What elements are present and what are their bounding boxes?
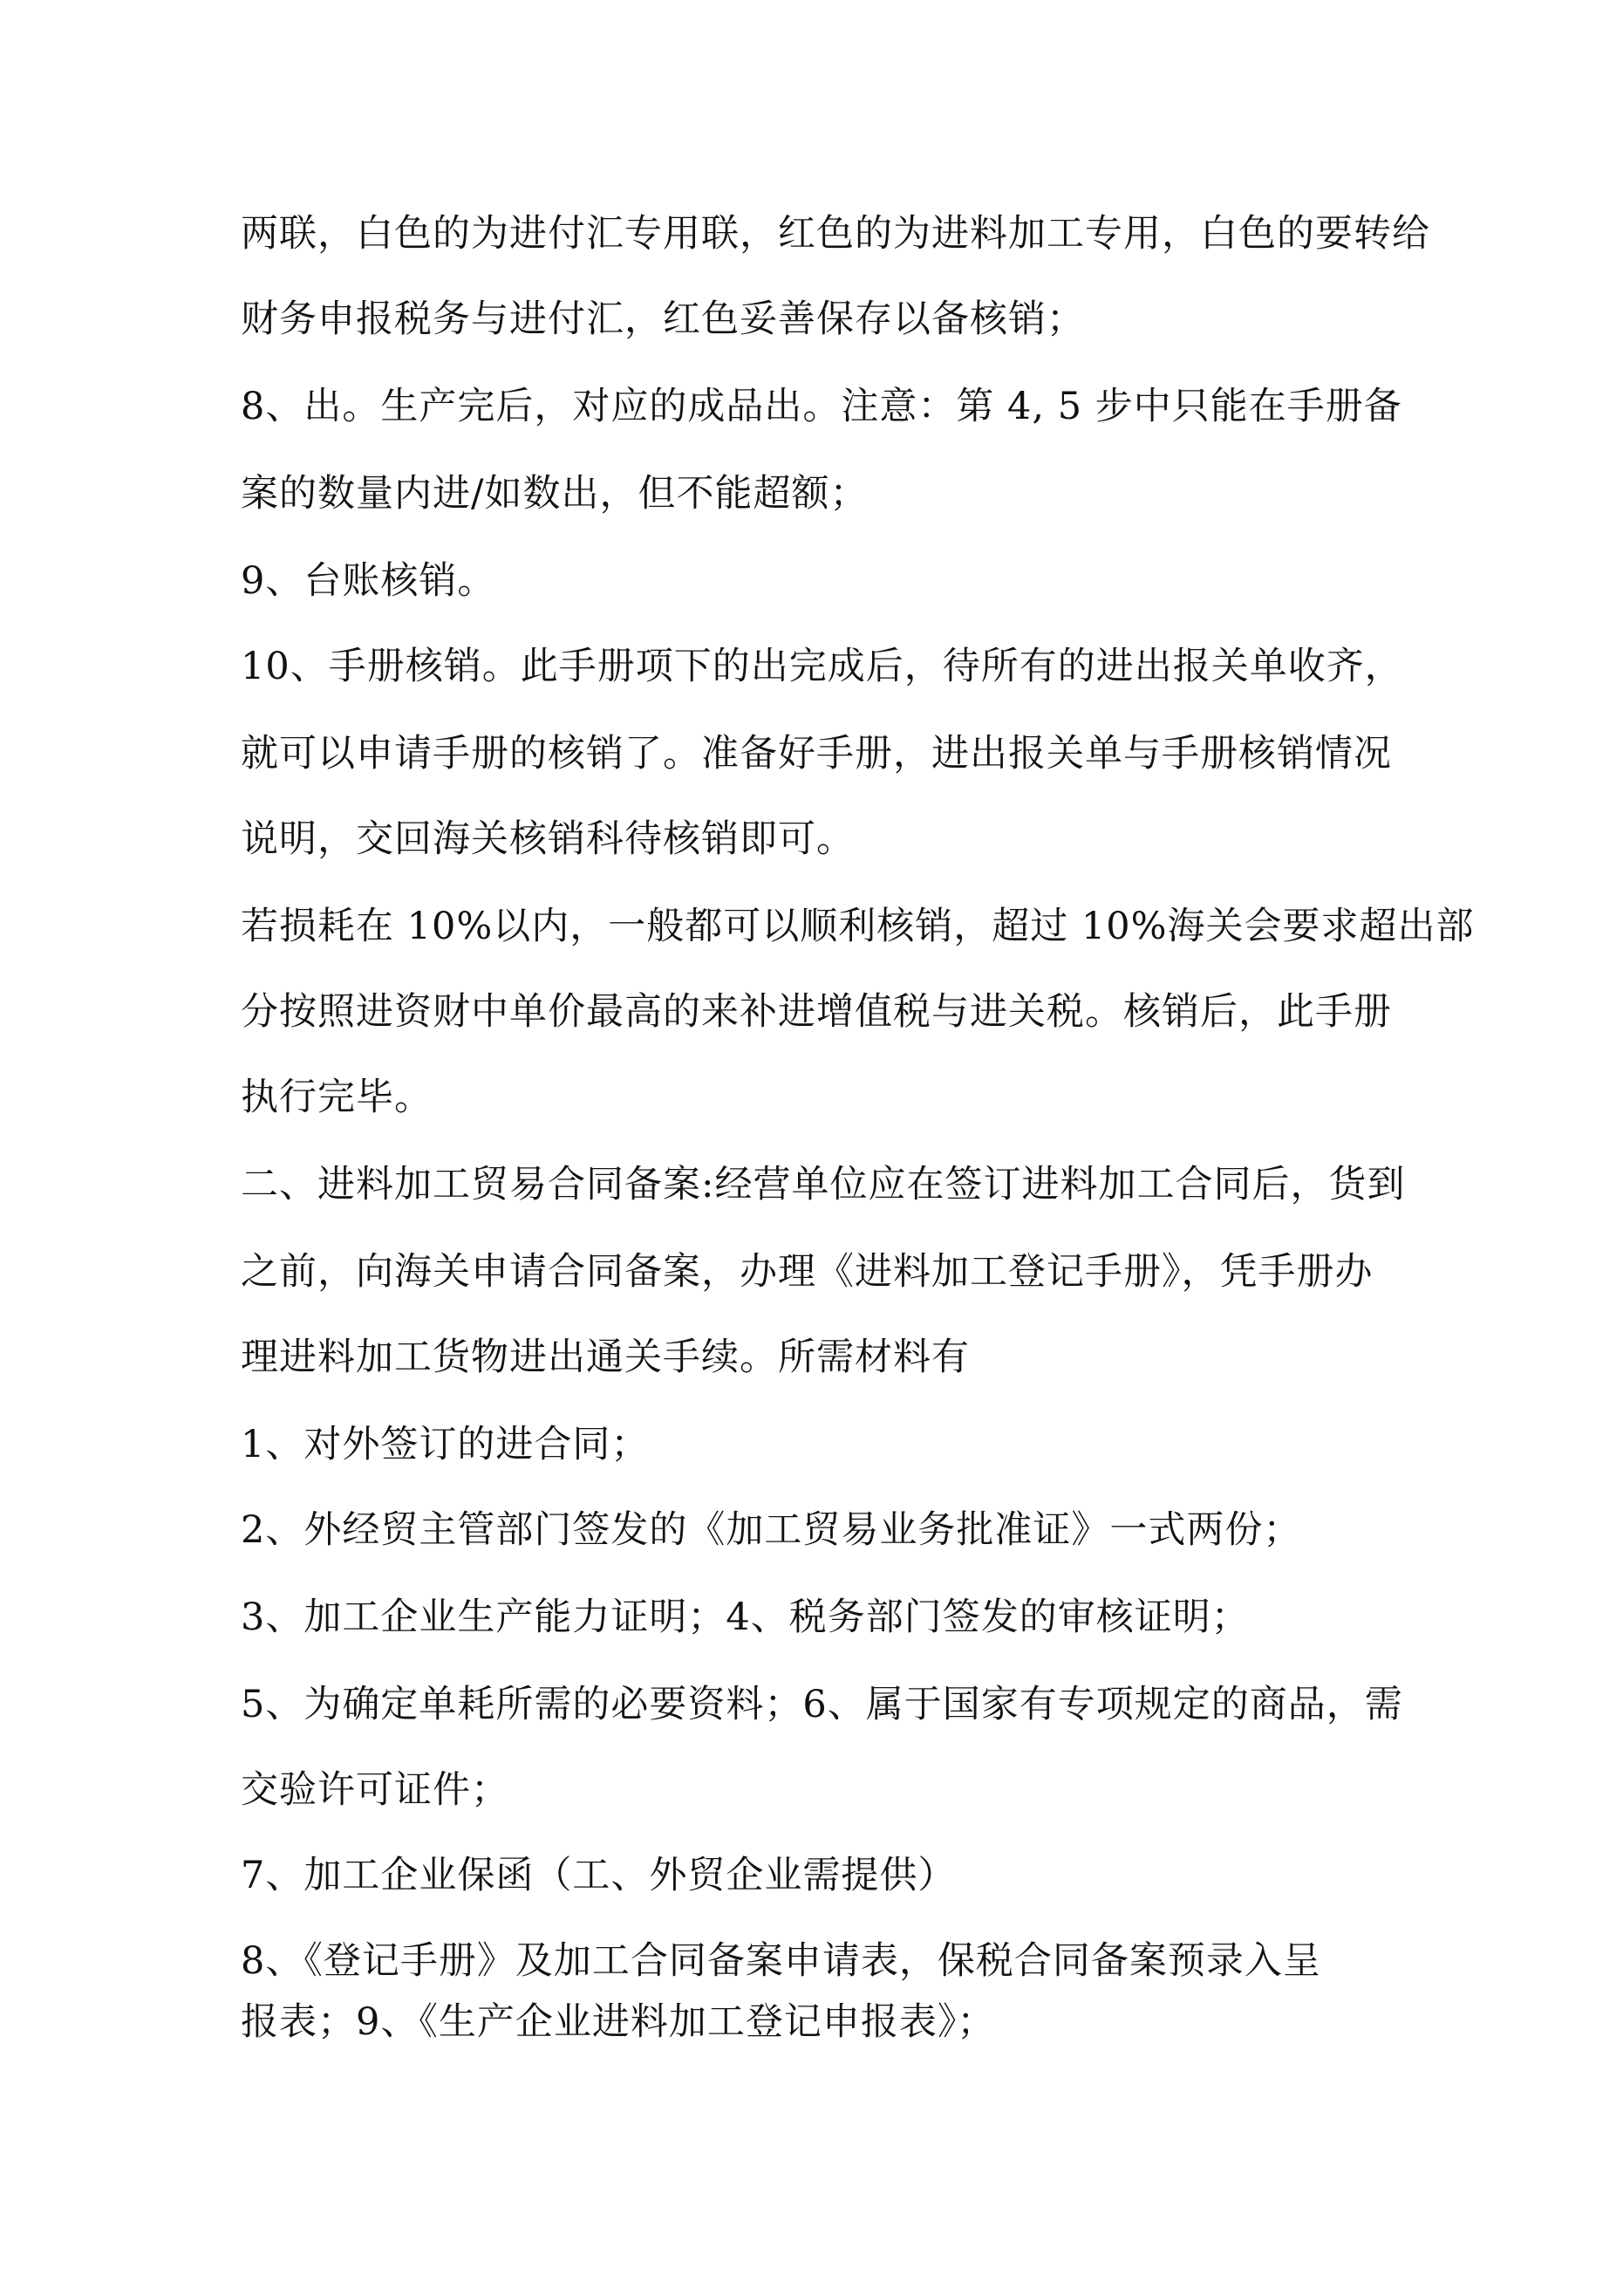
text-line-22: 报表；9、《生产企业进料加工登记申报表》； bbox=[241, 2000, 996, 2044]
text-line-13: 之前，向海关申请合同备案，办理《进料加工登记手册》，凭手册办 bbox=[241, 1250, 1374, 1294]
text-line-5: 9、台账核销。 bbox=[241, 559, 496, 603]
text-line-20: 7、加工企业保函（工、外贸企业需提供） bbox=[241, 1854, 957, 1897]
text-line-7: 就可以申请手册的核销了。准备好手册，进出报关单与手册核销情况 bbox=[241, 732, 1392, 776]
text-line-6: 10、手册核销。此手册项下的出完成后，待所有的进出报关单收齐， bbox=[241, 645, 1403, 688]
text-line-15: 1、对外签订的进合同； bbox=[241, 1423, 650, 1466]
text-line-14: 理进料加工货物进出通关手续。所需材料有 bbox=[241, 1336, 970, 1379]
text-line-4: 案的数量内进/如数出，但不能超额； bbox=[241, 472, 869, 516]
text-line-16: 2、外经贸主管部门签发的《加工贸易业务批准证》一式两份； bbox=[241, 1508, 1302, 1552]
text-line-21: 8、《登记手册》及加工合同备案申请表，保税合同备案预录入呈 bbox=[241, 1939, 1321, 1983]
text-line-2: 财务申报税务与进付汇，红色妥善保存以备核销； bbox=[241, 297, 1085, 341]
text-line-3: 8、出。生产完后，对应的成品出。注意：第 4, 5 步中只能在手册备 bbox=[241, 385, 1402, 428]
text-line-9: 若损耗在 10%以内，一般都可以顺利核销，超过 10%海关会要求超出部 bbox=[241, 905, 1475, 948]
text-line-11: 执行完毕。 bbox=[241, 1076, 433, 1119]
text-line-19: 交验许可证件； bbox=[241, 1768, 509, 1812]
text-line-1: 两联，白色的为进付汇专用联，红色的为进料加工专用，白色的要转给 bbox=[241, 212, 1430, 256]
text-line-17: 3、加工企业生产能力证明；4、税务部门签发的审核证明； bbox=[241, 1596, 1250, 1639]
text-line-12: 二、进料加工贸易合同备案:经营单位应在签订进料加工合同后，货到 bbox=[241, 1163, 1406, 1206]
text-line-18: 5、为确定单耗所需的必要资料；6、属于国家有专项规定的商品，需 bbox=[241, 1683, 1403, 1726]
text-line-8: 说明，交回海关核销科待核销即可。 bbox=[241, 817, 855, 861]
text-line-10: 分按照进资财中单价最高的来补进增值税与进关税。核销后，此手册 bbox=[241, 990, 1392, 1034]
